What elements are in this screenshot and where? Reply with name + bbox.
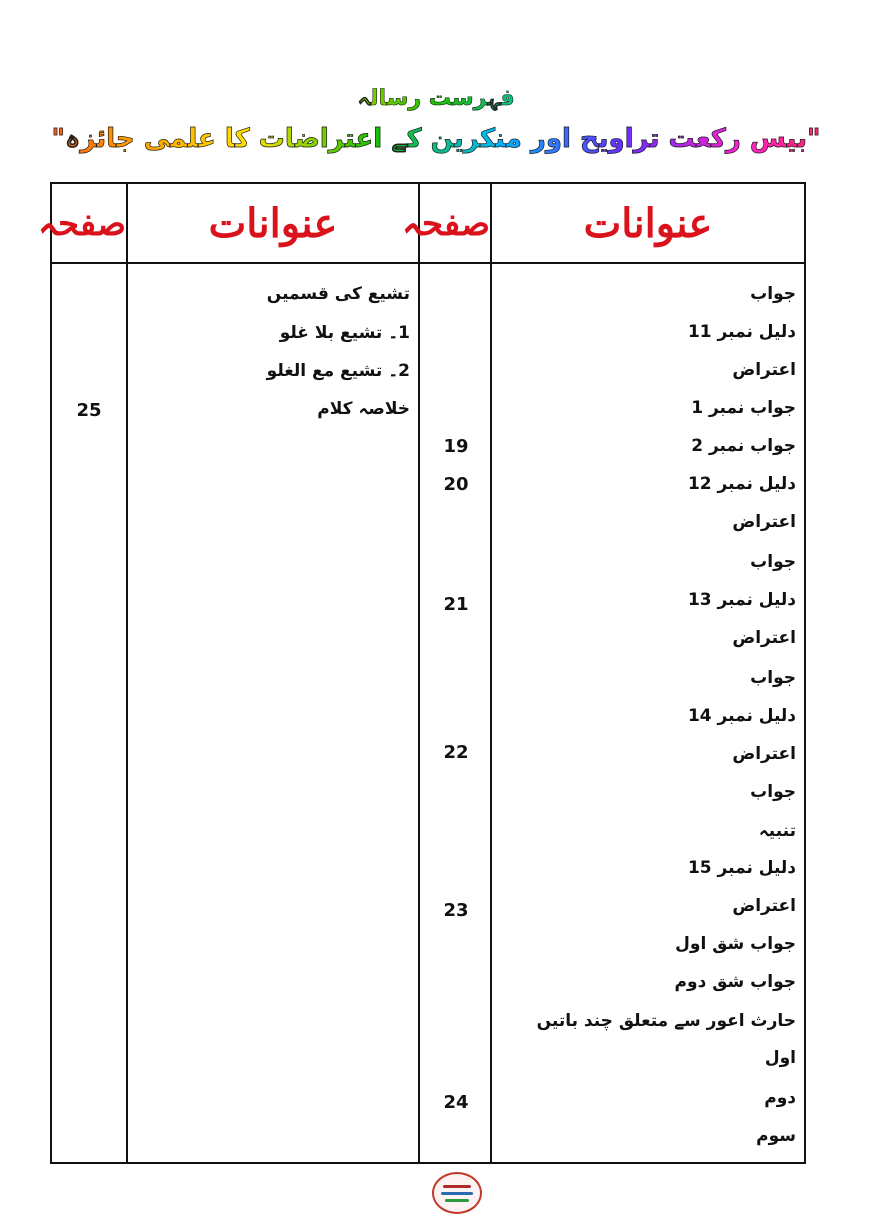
list-item: جواب [750, 284, 796, 304]
column-divider [418, 184, 420, 1162]
logo-stroke [445, 1199, 469, 1202]
list-item: جواب نمبر 1 [691, 398, 796, 418]
list-item: دلیل نمبر 14 [687, 706, 796, 726]
list-item: دلیل نمبر 12 [687, 474, 796, 494]
page-number: 25 [76, 400, 102, 421]
list-item: 2۔ تشیع مع الغلو [266, 361, 410, 381]
page-title: فہرست رسالہ [0, 86, 872, 111]
list-item: اعتراض [732, 512, 796, 532]
page-number: 21 [443, 594, 469, 615]
header-topics-left: عنوانات [208, 200, 338, 247]
page-number: 24 [443, 1092, 469, 1113]
publisher-logo [432, 1172, 482, 1214]
list-item: جواب نمبر 2 [691, 436, 796, 456]
list-item: اول [764, 1048, 796, 1068]
list-item: جواب [750, 782, 796, 802]
list-item: جواب شق دوم [674, 972, 796, 992]
list-item: جواب [750, 552, 796, 572]
contents-table [38, 182, 806, 1164]
list-item: دلیل نمبر 11 [687, 322, 796, 342]
list-item: جواب شق اول [675, 934, 796, 954]
page-number: 20 [443, 474, 469, 495]
list-item: سوم [756, 1126, 796, 1146]
list-item: حارث اعور سے متعلق چند باتیں [536, 1011, 796, 1031]
page-number: 19 [443, 436, 469, 457]
header-divider [52, 262, 804, 264]
list-item: اعتراض [732, 360, 796, 380]
list-item: جواب [750, 668, 796, 688]
list-item: تشیع کی قسمیں [266, 284, 410, 304]
list-item: دلیل نمبر 15 [687, 858, 796, 878]
logo-stroke [443, 1185, 471, 1188]
list-item: اعتراض [732, 628, 796, 648]
list-item: اعتراض [732, 896, 796, 916]
page-number: 22 [443, 742, 469, 763]
header-page-mid: صفحہ [402, 204, 490, 244]
list-item: خلاصہ کلام [317, 399, 410, 419]
page-number: 23 [443, 900, 469, 921]
logo-stroke [441, 1192, 473, 1195]
list-item: دوم [764, 1088, 796, 1108]
column-divider [126, 184, 128, 1162]
header-topics-right: عنوانات [583, 200, 713, 247]
list-item: تنبیہ [758, 821, 796, 841]
column-divider [490, 184, 492, 1162]
list-item: دلیل نمبر 13 [687, 590, 796, 610]
page-subtitle: "بیس رکعت تراویح اور منکرین کے اعتراضات کا علمی جائزہ" [0, 124, 872, 154]
header-page-left: صفحہ [38, 204, 126, 244]
list-item: 1۔ تشیع بلا غلو [279, 323, 410, 343]
list-item: اعتراض [732, 744, 796, 764]
